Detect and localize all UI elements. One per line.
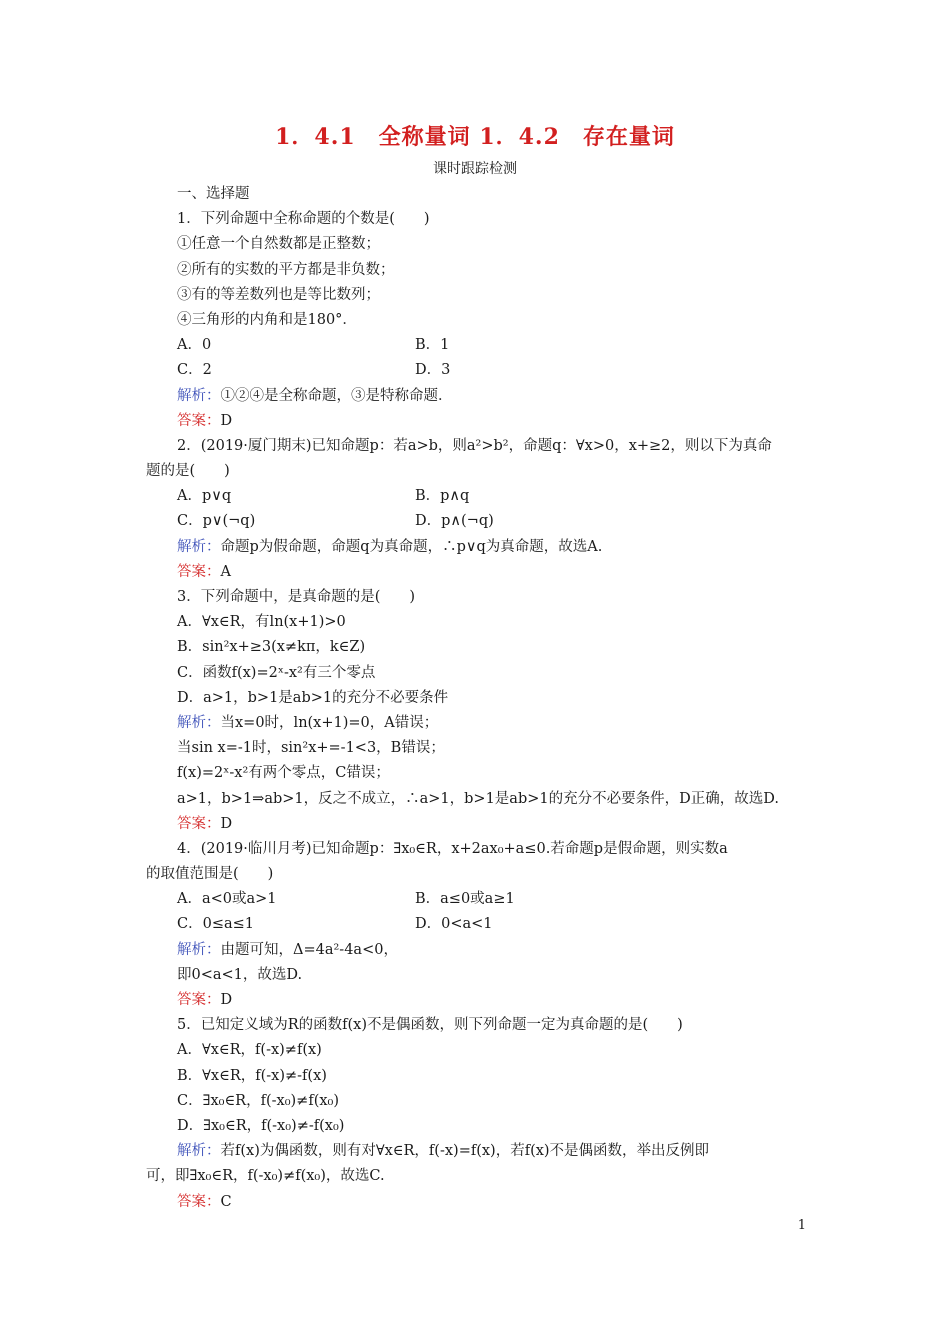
answer-text: D	[220, 992, 233, 1008]
question-1-options	[146, 333, 810, 358]
option-a: A．∀x∈R，f(-x)≠f(x)	[177, 1042, 322, 1059]
page-number: 1	[797, 1218, 806, 1233]
document-content	[146, 182, 810, 1215]
option-a: A．a<0或a>1	[177, 891, 277, 908]
question-1-item: ③有的等差数列也是等比数列；	[177, 286, 380, 303]
option-c: C．∃x₀∈R，f(-x₀)≠f(x₀)	[177, 1092, 339, 1109]
analysis-text: 命题p为假命题，命题q为真命题，∴p∨q为真命题，故选A.	[220, 538, 603, 555]
question-3-stem: 3．下列命题中，是真命题的是( )	[177, 589, 416, 605]
question-2-analysis	[146, 535, 810, 560]
option-d: D．∃x₀∈R，f(-x₀)≠-f(x₀)	[177, 1117, 345, 1134]
analysis-text: 当x=0时，ln(x+1)=0，A错误；	[220, 714, 439, 731]
option-d: D．3	[415, 362, 451, 379]
question-5-analysis-line: 可，即∃x₀∈R，f(-x₀)≠f(x₀)，故选C.	[146, 1168, 385, 1185]
question-3-answer	[146, 812, 810, 837]
option-b: B．p∧q	[415, 488, 470, 505]
question-1-answer	[146, 409, 810, 434]
section-heading: 一、选择题	[177, 186, 250, 202]
analysis-label: 解析：	[177, 941, 221, 958]
answer-label: 答案：	[177, 1193, 221, 1210]
question-4-stem-continued: 的取值范围是( )	[146, 866, 274, 883]
analysis-label: 解析：	[177, 387, 221, 404]
question-2-options	[146, 484, 810, 509]
question-2-options	[146, 509, 810, 534]
option-a: A．0	[177, 337, 212, 354]
question-4-analysis	[146, 938, 810, 963]
page-subtitle: 课时跟踪检测	[433, 161, 517, 177]
question-1-analysis	[146, 384, 810, 409]
question-3-analysis-line: f(x)=2ˣ-x²有两个零点，C错误；	[177, 765, 390, 782]
question-4-stem: 4．(2019·临川月考)已知命题p：∃x₀∈R，x+2ax₀+a≤0.若命题p是假命题，则实数a	[177, 840, 728, 857]
analysis-label: 解析：	[177, 538, 221, 555]
answer-text: D	[220, 412, 233, 429]
page-title: 1．4.1 全称量词 1．4.2 存在量词	[275, 124, 675, 150]
answer-text: D	[220, 815, 233, 832]
answer-label: 答案：	[177, 815, 221, 832]
answer-label: 答案：	[177, 563, 221, 580]
question-5-answer	[146, 1190, 810, 1215]
answer-label: 答案：	[177, 992, 221, 1008]
question-4-analysis-line: 即0<a<1，故选D.	[177, 966, 303, 983]
option-c: C．函数f(x)=2ˣ-x²有三个零点	[177, 664, 376, 681]
option-d: D．a>1，b>1是ab>1的充分不必要条件	[177, 689, 449, 706]
answer-text: A	[220, 563, 231, 580]
question-1-item: ②所有的实数的平方都是非负数；	[177, 261, 395, 278]
option-d: D．p∧(¬q)	[415, 513, 494, 530]
analysis-text: ①②④是全称命题，③是特称命题．	[220, 387, 453, 404]
option-c: C．p∨(¬q)	[177, 513, 256, 530]
question-1-options	[146, 358, 810, 383]
question-2-stem: 2．(2019·厦门期末)已知命题p：若a>b，则a²>b²，命题q：∀x>0，x+≥2，则以下为真命	[177, 437, 772, 454]
option-a: A．p∨q	[177, 488, 232, 505]
analysis-label: 解析：	[177, 1143, 221, 1160]
analysis-text: 若f(x)为偶函数，则有对∀x∈R，f(-x)=f(x)，若f(x)不是偶函数，举出反例即	[220, 1143, 710, 1160]
question-1-item: ①任意一个自然数都是正整数；	[177, 236, 380, 253]
option-b: B．1	[415, 337, 450, 354]
answer-text: C	[220, 1193, 232, 1210]
option-d: D．0<a<1	[415, 916, 493, 933]
question-4-options	[146, 912, 810, 937]
answer-label: 答案：	[177, 412, 221, 429]
option-a: A．∀x∈R，有ln(x+1)>0	[177, 614, 346, 631]
question-2-stem-continued: 题的是( )	[146, 463, 230, 480]
question-1-stem: 1．下列命题中全称命题的个数是( )	[177, 211, 430, 228]
question-4-options	[146, 887, 810, 912]
question-1-item: ④三角形的内角和是180°．	[177, 311, 357, 328]
question-5-analysis	[146, 1139, 810, 1164]
option-c: C．0≤a≤1	[177, 916, 254, 933]
analysis-label: 解析：	[177, 714, 221, 731]
option-b: B．∀x∈R，f(-x)≠-f(x)	[177, 1067, 327, 1084]
question-2-answer	[146, 560, 810, 585]
analysis-text: 由题可知，Δ=4a²-4a<0，	[220, 941, 398, 958]
question-3-analysis-line: 当sin x=-1时，sin²x+=-1<3，B错误；	[177, 740, 445, 757]
question-4-answer	[146, 988, 810, 1013]
question-5-stem: 5．已知定义域为R的函数f(x)不是偶函数，则下列命题一定为真命题的是( )	[177, 1017, 683, 1034]
option-b: B．sin²x+≥3(x≠kπ，k∈Z)	[177, 639, 366, 656]
option-b: B．a≤0或a≥1	[415, 891, 515, 908]
question-3-analysis-line: a>1，b>1⇒ab>1，反之不成立，∴a>1，b>1是ab>1的充分不必要条件，D正确，故选D.	[177, 790, 779, 807]
question-3-analysis	[146, 711, 810, 736]
option-c: C．2	[177, 362, 212, 379]
